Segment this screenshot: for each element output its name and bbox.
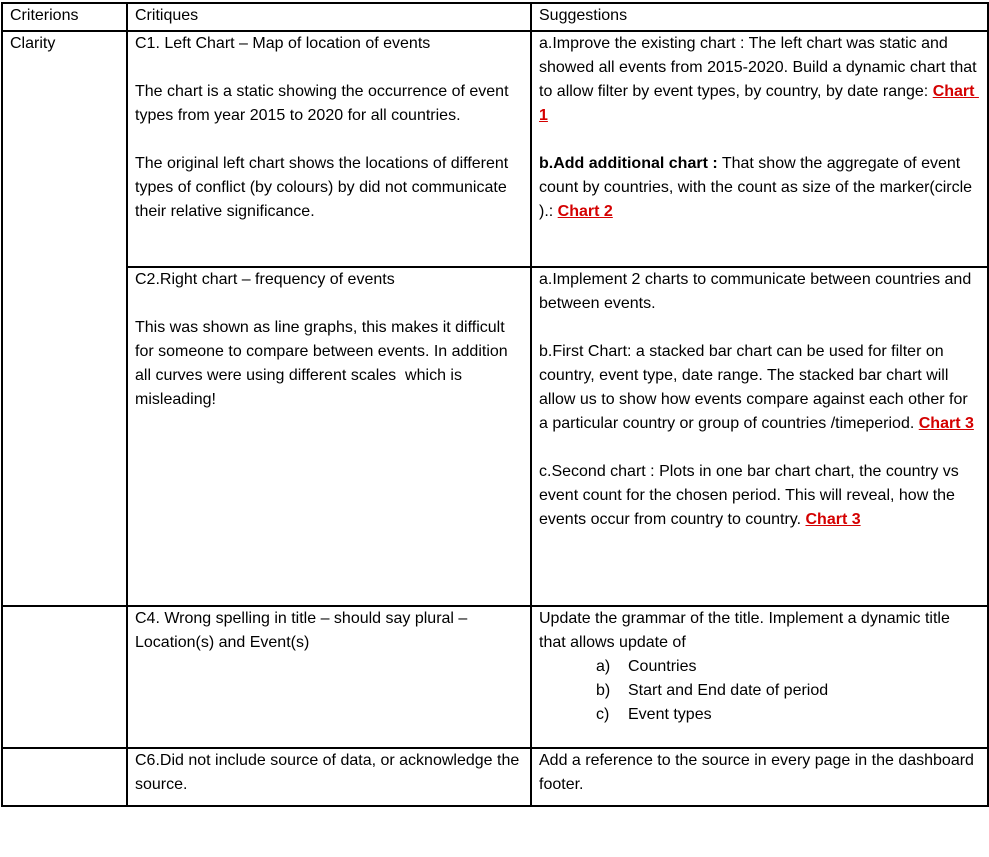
text-run: This was shown as line graphs, this makes it difficult for someone to compare between events. In addition all curves were using different scales which is misleading! [135,319,513,408]
text-run: Start and End date of period [628,682,829,699]
paragraph [135,749,523,797]
paragraph [135,152,523,224]
text-run: C1. Left Chart – Map of location of events [135,35,431,52]
chart-link[interactable]: Chart 3 [805,511,861,528]
paragraph [539,268,980,316]
paragraph [539,128,980,152]
critique-review-table [1,2,989,807]
paragraph [10,32,119,56]
paragraph [539,607,980,655]
chart-link[interactable]: Chart 1 [539,83,979,124]
paragraph [539,460,980,532]
cell-criterion-clarity [2,31,127,606]
text-run: C6.Did not include source of data, or acknowledge the source. [135,752,524,793]
paragraph [539,316,980,340]
paragraph [135,316,523,412]
paragraph [135,128,523,152]
text-run: b.Add additional chart : [539,155,718,172]
document-page [0,2,989,857]
cell-suggestion-c4 [531,606,988,748]
paragraph [135,32,523,56]
paragraph [135,268,523,292]
table-row-c2 [2,267,988,606]
text-run: a.Improve the existing chart : The left chart was static and showed all events from 2015-2020. Build a dynamic chart that to allow filter by event types, by country, by date range: [539,35,982,100]
list-paragraph [539,655,980,679]
paragraph [135,292,523,316]
list-marker: c) [596,706,610,723]
text-run: C4. Wrong spelling in title – should say plural – Location(s) and Event(s) [135,610,472,651]
text-run: c.Second chart : Plots in one bar chart chart, the country vs event count for the chosen period. This will reveal, how the events occur from country to country. [539,463,964,528]
list-marker: a) [596,658,611,675]
header-criterions: Criterions [2,3,127,31]
text-run: C2.Right chart – frequency of events [135,271,395,288]
text-run: Event types [628,706,712,723]
text-run: That show the aggregate of event count by countries, with the count as size of the marker(circle ).: [539,155,977,220]
cell-critique-c6 [127,748,531,806]
cell-suggestion-c6 [531,748,988,806]
text-run: Add a reference to the source in every page in the dashboard footer. [539,752,979,793]
text-run: Countries [628,658,697,675]
text-run: Update the grammar of the title. Implement a dynamic title that allows update of [539,610,955,651]
header-critiques: Critiques [127,3,531,31]
table-row-c1 [2,31,988,267]
cell-criterion-empty-1 [2,606,127,748]
cell-critique-c2 [127,267,531,606]
text-run: The chart is a static showing the occurrence of event types from year 2015 to 2020 for all countries. [135,83,513,124]
cell-critique-c4 [127,606,531,748]
list-paragraph [539,703,980,727]
text-run: The original left chart shows the locations of different types of conflict (by colours) by did not communicate their relative significance. [135,155,513,220]
cell-critique-c1 [127,31,531,267]
paragraph [539,152,980,224]
paragraph [135,607,523,655]
paragraph [135,80,523,128]
table-row-c4 [2,606,988,748]
chart-link[interactable]: Chart 2 [557,203,613,220]
cell-suggestion-c1 [531,31,988,267]
header-suggestions: Suggestions [531,3,988,31]
paragraph [135,56,523,80]
list-marker: b) [596,682,611,699]
text-run: Clarity [10,35,56,52]
text-run: b.First Chart: a stacked bar chart can be used for filter on country, event type, date range. The stacked bar chart will allow us to show how events compare against each other for a particular country or group of countries /timeperiod. [539,343,973,432]
table-row-c6 [2,748,988,806]
table-header-row [2,3,988,31]
cell-suggestion-c2 [531,267,988,606]
paragraph [539,32,980,128]
text-run: a.Implement 2 charts to communicate between countries and between events. [539,271,976,312]
cell-criterion-empty-2 [2,748,127,806]
list-paragraph [539,679,980,703]
paragraph [539,749,980,797]
paragraph [539,340,980,436]
paragraph [539,436,980,460]
chart-link[interactable]: Chart 3 [918,415,974,432]
